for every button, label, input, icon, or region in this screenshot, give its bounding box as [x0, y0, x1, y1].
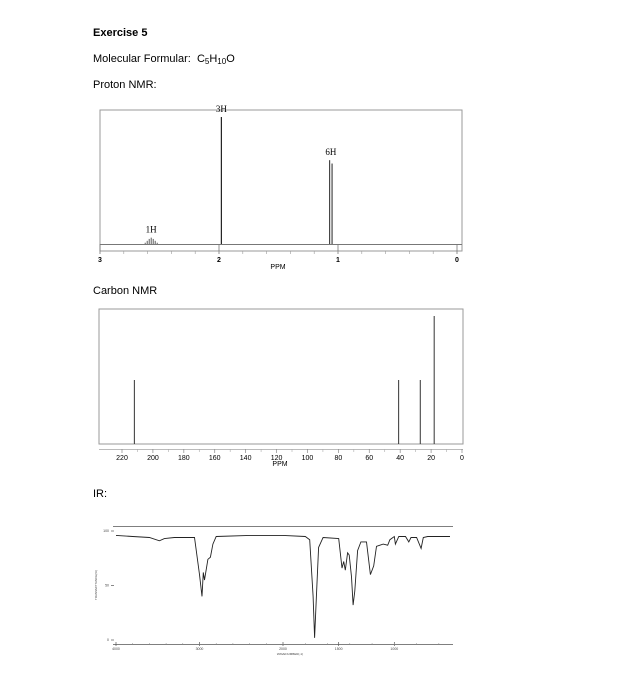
formula-h-sub: 10	[217, 57, 227, 66]
ir-ytick-label: 0	[107, 638, 109, 642]
carbon-nmr-tick-label: 80	[334, 455, 343, 462]
proton-nmr-tick-label: 3	[98, 257, 102, 264]
carbon-nmr-tick-label: 200	[147, 455, 159, 462]
carbon-nmr-tick-label: 180	[177, 455, 190, 462]
proton-nmr-label: Proton NMR:	[93, 79, 157, 91]
formula-c-sub: 5	[204, 57, 210, 66]
carbon-nmr-tick-label: 40	[396, 455, 405, 462]
ir-xtick-label: 1500	[334, 647, 343, 651]
ir-xtick-label: 2000	[279, 647, 287, 651]
carbon-nmr-tick-label: 20	[427, 455, 435, 462]
proton-nmr-chart	[98, 104, 462, 271]
carbon-nmr-frame	[99, 309, 463, 444]
carbon-nmr-tick-label: 140	[239, 455, 252, 462]
ir-ylabel: TRANSMITTANCE(%)	[94, 570, 98, 600]
proton-nmr-tick-label: 0	[455, 257, 459, 264]
ir-ytick-label: 100	[103, 529, 109, 533]
carbon-nmr-tick-label: 0	[460, 455, 464, 462]
ir-xtick-label: 1000	[390, 647, 399, 651]
formula-h: H	[209, 53, 218, 65]
ir-xtick-label: 4000	[112, 647, 120, 651]
formula-c: C	[196, 53, 205, 65]
ir-trace	[116, 535, 450, 637]
carbon-nmr-tick-label: 160	[208, 455, 221, 462]
proton-peak-integration: 1H	[145, 224, 157, 235]
carbon-nmr-xlabel: PPM	[272, 461, 288, 468]
ir-label: IR:	[93, 488, 108, 500]
ir-ytick-label: 50	[105, 583, 109, 588]
ir-xtick-label: 3000	[195, 647, 204, 651]
carbon-nmr-tick-label: 100	[301, 455, 314, 462]
proton-nmr-tick-label: 2	[217, 257, 221, 264]
page-title: Exercise 5	[93, 27, 148, 39]
proton-peak-integration: 3H	[215, 104, 227, 114]
formula-o: O	[226, 53, 235, 65]
ir-xlabel: WAVENUMBER(-1)	[276, 652, 304, 656]
proton-peak-integration: 6H	[325, 147, 337, 158]
ir-chart	[94, 527, 453, 657]
carbon-nmr-tick-label: 60	[365, 455, 374, 462]
carbon-nmr-chart	[99, 309, 464, 468]
carbon-nmr-tick-label: 220	[116, 455, 128, 462]
proton-nmr-xlabel: PPM	[270, 264, 286, 271]
carbon-nmr-label: Carbon NMR	[93, 285, 158, 297]
carbon-nmr-tick-label: 120	[270, 455, 283, 462]
formula-prefix: Molecular Formular:	[93, 53, 191, 65]
proton-nmr-tick-label: 1	[336, 257, 340, 264]
